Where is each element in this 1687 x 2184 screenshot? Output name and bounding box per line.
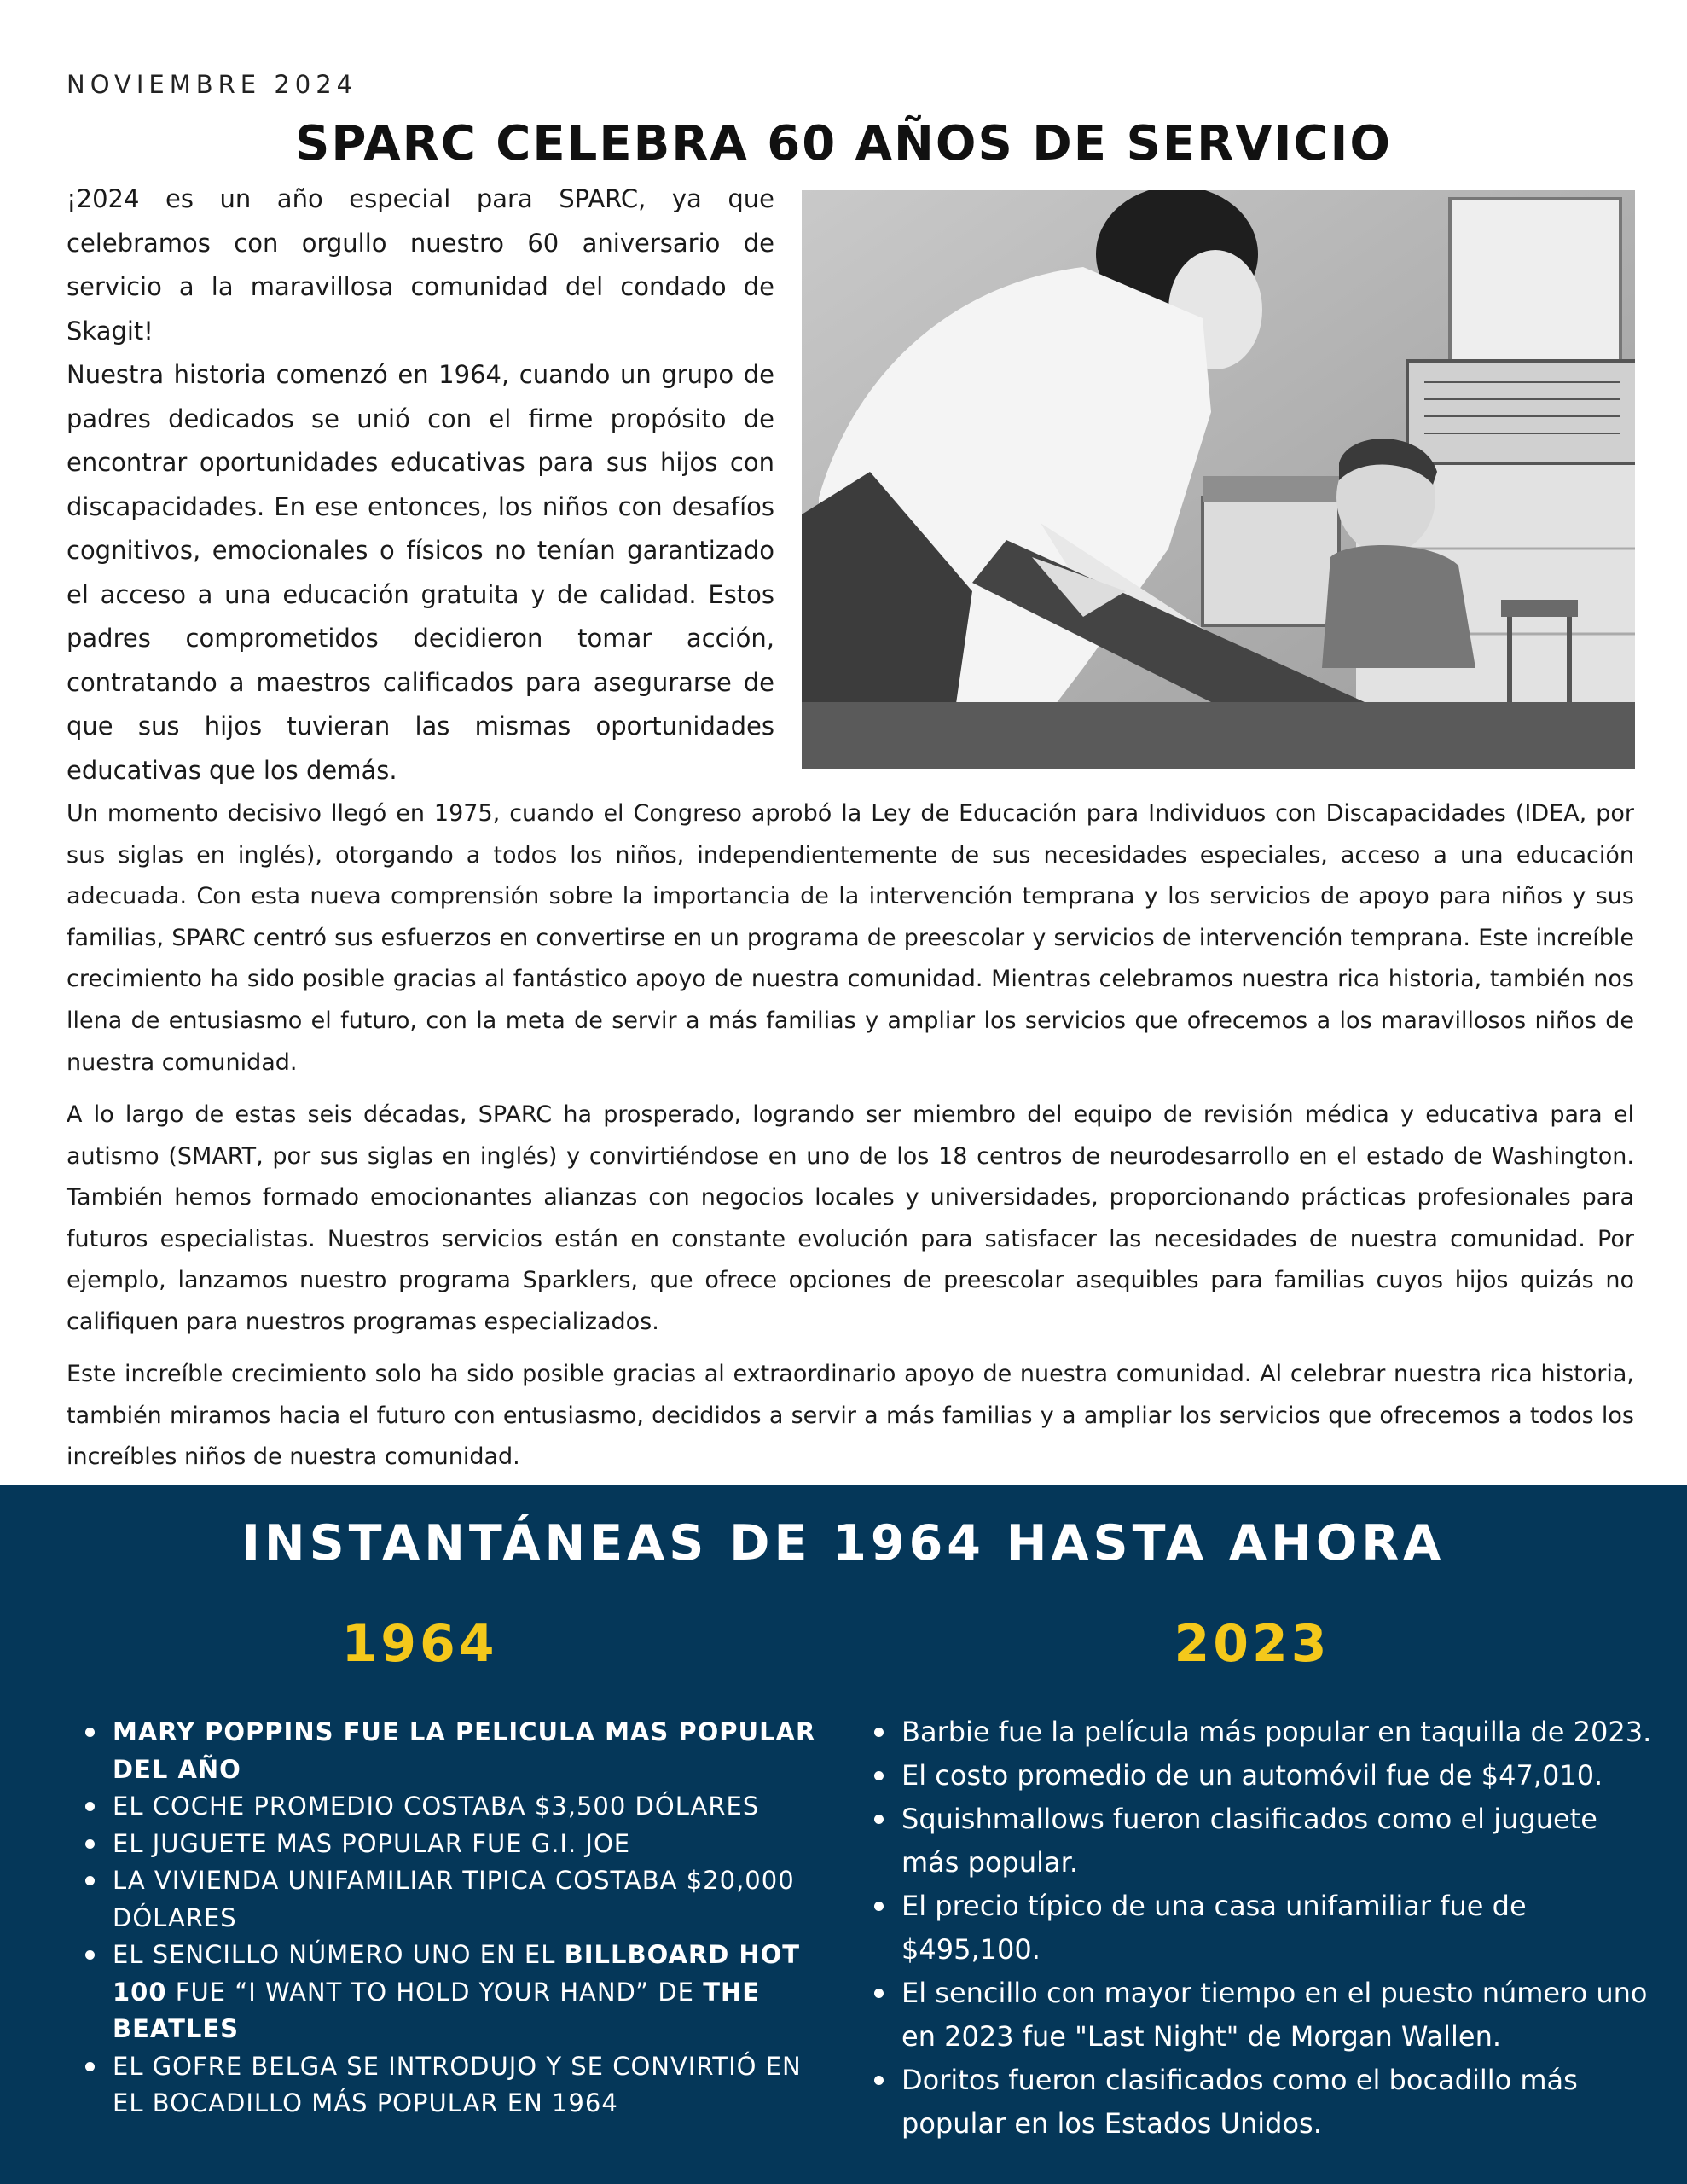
- list-item: EL COCHE PROMEDIO COSTABA $3,500 DÓLARES: [113, 1788, 820, 1826]
- year-2023-heading: 2023: [1174, 1614, 1330, 1674]
- year-1964-heading: 1964: [341, 1614, 498, 1674]
- intro-paragraph: ¡2024 es un año especial para SPARC, ya que celebramos con orgullo nuestro 60 aniversario de servicio a la maravillosa comunidad del condado de Skagit!: [67, 184, 774, 346]
- list-item: EL JUGUETE MAS POPULAR FUE G.I. JOE: [113, 1826, 820, 1863]
- list-item-emphasis: BILLBOARD HOT 100: [113, 1940, 801, 2007]
- record-player-shape: [1450, 199, 1620, 386]
- list-item: Squishmallows fueron clasificados como el juguete más popular.: [901, 1798, 1652, 1885]
- list-item-text: FUE “I WANT TO HOLD YOUR HAND” DE: [166, 1977, 704, 2007]
- list-item: LA VIVIENDA UNIFAMILIAR TIPICA COSTABA $20,000 DÓLARES: [113, 1862, 820, 1937]
- list-item: EL GOFRE BELGA SE INTRODUJO Y SE CONVIRTIÓ EN EL BOCADILLO MÁS POPULAR EN 1964: [113, 2048, 820, 2123]
- snapshots-title: INSTANTÁNEAS DE 1964 HASTA AHORA: [241, 1515, 1446, 1571]
- historic-classroom-photo: [802, 190, 1635, 769]
- facts-1964-list: [113, 1714, 820, 2123]
- idea-paragraph: Un momento decisivo llegó en 1975, cuando el Congreso aprobó la Ley de Educación para Individuos con Discapacidades (IDEA, por sus siglas en inglés), otorgando a todos los niños, independientemente de sus necesidades especiales, acceso a una educación adecuada. Con esta nueva comprensión sobre la importancia de la intervención temprana y los servicios de apoyo para niños y sus familias, SPARC centró sus esfuerzos en convertirse en un programa de preescolar y servicios de intervención temprana. Este increíble crecimiento ha sido posible gracias al fantástico apoyo de nuestra comunidad. Mientras celebramos nuestra rica historia, también nos llena de entusiasmo el futuro, con la meta de servir a más familias y ampliar los servicios que ofrecemos a los maravillosos niños de nuestra comunidad.: [67, 800, 1634, 1076]
- list-item: El sencillo con mayor tiempo en el puesto número uno en 2023 fue "Last Night" de Morgan Wallen.: [901, 1972, 1652, 2059]
- list-item-emphasis: THE BEATLES: [113, 1977, 761, 2043]
- facts-2023-list: [901, 1711, 1652, 2146]
- list-item: [113, 1937, 820, 2048]
- table-shape: [802, 702, 1635, 769]
- child-sweater-shape: [1322, 545, 1475, 668]
- growth-paragraph: A lo largo de estas seis décadas, SPARC ha prosperado, logrando ser miembro del equipo de revisión médica y educativa para el autismo (SMART, por sus siglas en inglés) y convirtiéndose en uno de los 18 centros de neurodesarrollo en el estado de Washington. También hemos formado emocionantes alianzas con negocios locales y universidades, proporcionando prácticas profesionales para futuros especialistas. Nuestros servicios están en constante evolución para satisfacer las necesidades de nuestra comunidad. Por ejemplo, lanzamos nuestro programa Sparklers, que ofrece opciones de preescolar asequibles para familias cuyos hijos quizás no califiquen para nuestros programas especializados.: [67, 1101, 1634, 1335]
- list-item-text: EL SENCILLO NÚMERO UNO EN EL: [113, 1940, 565, 1969]
- history-paragraph: Nuestra historia comenzó en 1964, cuando un grupo de padres dedicados se unió con el firme propósito de encontrar oportunidades educativas para sus hijos con discapacidades. En ese entonces, los niños con desafíos cognitivos, emocionales o físicos no tenían garantizado el acceso a una educación gratuita y de calidad. Estos padres comprometidos decidieron tomar acción, contratando a maestros calificados para asegurarse de que sus hijos tuvieran las mismas oportunidades educativas que los demás.: [67, 360, 774, 785]
- list-item: MARY POPPINS FUE LA PELICULA MAS POPULAR DEL AÑO: [113, 1714, 820, 1788]
- issue-date: NOVIEMBRE 2024: [67, 70, 358, 99]
- page-title: SPARC CELEBRA 60 AÑOS DE SERVICIO: [295, 116, 1392, 171]
- closing-paragraph: Este increíble crecimiento solo ha sido posible gracias al extraordinario apoyo de nuestra comunidad. Al celebrar nuestra rica historia, también miramos hacia el futuro con entusiasmo, decididos a servir a más familias y a ampliar los servicios que ofrecemos a todos los increíbles niños de nuestra comunidad.: [67, 1361, 1634, 1471]
- list-item: Barbie fue la película más popular en taquilla de 2023.: [901, 1711, 1652, 1754]
- list-item: Doritos fueron clasificados como el bocadillo más popular en los Estados Unidos.: [901, 2059, 1652, 2146]
- photo-illustration: [802, 190, 1635, 769]
- list-item: El costo promedio de un automóvil fue de $47,010.: [901, 1754, 1652, 1798]
- list-item: El precio típico de una casa unifamiliar fue de $495,100.: [901, 1885, 1652, 1972]
